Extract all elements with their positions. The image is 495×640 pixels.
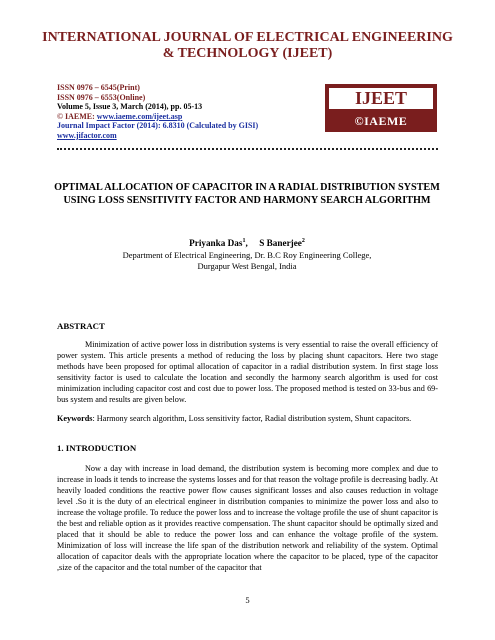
volume-info: Volume 5, Issue 3, March (2014), pp. 05-13 (57, 102, 203, 112)
ijeet-logo (325, 84, 437, 132)
iaeme-prefix: © IAEME: (57, 111, 97, 121)
iaeme-line (57, 112, 327, 122)
page-number: 5 (245, 595, 250, 605)
jifactor-link[interactable]: www.jifactor.com (57, 130, 117, 140)
issn-online: ISSN 0976 – 6553(Online) (57, 92, 146, 102)
introduction-heading: 1. INTRODUCTION (57, 443, 137, 453)
keywords-text: : Harmony search algorithm, Loss sensitivity factor, Radial distribution system, Shunt capacitors. (92, 414, 412, 423)
introduction-text: Now a day with increase in load demand, the distribution system is becoming more complex and due to increase in loads it tends to increase the systems losses and for that reason the voltage profile is decreasing badly. At heavily loaded conditions the reactive power flow causes significant losses and also causes reduction in voltage level .So it is the duty of an electrical engineer in distribution companies to minimize the power loss and also to increase the voltage profile. To reduce the power loss and to increase the voltage profile the use of shunt capacitor is the best and reliable option as it provides reactive compensation. The shunt capacitor should be optimally sized and placed that it should be able to reduce the power loss and can enhance the voltage profile of the system. Minimization of loss will increase the life span of the distribution network and reliability of the system. Optimal allocation of capacitor deals with the appropriate location where the capacitor to be placed, type of the capacitor ,size of the capacitor and the total number of the capacitor that (57, 464, 438, 572)
author-separator: , (245, 238, 260, 249)
iaeme-link[interactable]: www.iaeme.com/ijeet.asp (96, 111, 183, 121)
journal-title: INTERNATIONAL JOURNAL OF ELECTRICAL ENGINEERING & TECHNOLOGY (IJEET) (42, 30, 453, 61)
author-1: Priyanka Das (189, 238, 243, 249)
logo-top-text: IJEET (329, 88, 433, 109)
affiliation (52, 250, 442, 272)
abstract-text: Minimization of active power loss in distribution systems is very essential to raise the overall efficiency of power system. This article presents a method of reducing the loss by placing shunt capacitors. Here two stage methods have been proposed for optimal allocation of capacitor in a radial distribution system. In first stage loss sensitivity factor is used to calculate the location and secondly the harmony search algorithm is used for cost minimization including capacitor cost and cost due to power loss. The proposed method is tested on 33-bus and 69-bus system and results are given below. (57, 340, 438, 404)
affiliation-line-2: Durgapur West Bengal, India (197, 261, 297, 271)
author-2-affil-mark: 2 (301, 238, 305, 244)
keywords (57, 413, 438, 424)
impact-factor: Journal Impact Factor (2014): 6.8310 (Calculated by GISI) (57, 121, 259, 131)
affiliation-line-1: Department of Electrical Engineering, Dr. B.C Roy Engineering College, (122, 250, 372, 260)
issn-print: ISSN 0976 – 6545(Print) (57, 83, 140, 92)
author-1-affil-mark: 1 (242, 238, 246, 244)
dotted-divider (57, 148, 438, 150)
logo-bottom-text: ©IAEME (354, 114, 408, 128)
authors (52, 236, 442, 249)
abstract-heading: ABSTRACT (57, 321, 105, 331)
journal-info-block (57, 83, 327, 141)
author-2: S Banerjee (259, 238, 302, 249)
keywords-label: Keywords (57, 414, 93, 423)
paper-title: OPTIMAL ALLOCATION OF CAPACITOR IN A RADIAL DISTRIBUTION SYSTEM USING LOSS SENSITIVITY FACTOR AND HARMONY SEARCH ALGORITHM (54, 182, 440, 206)
